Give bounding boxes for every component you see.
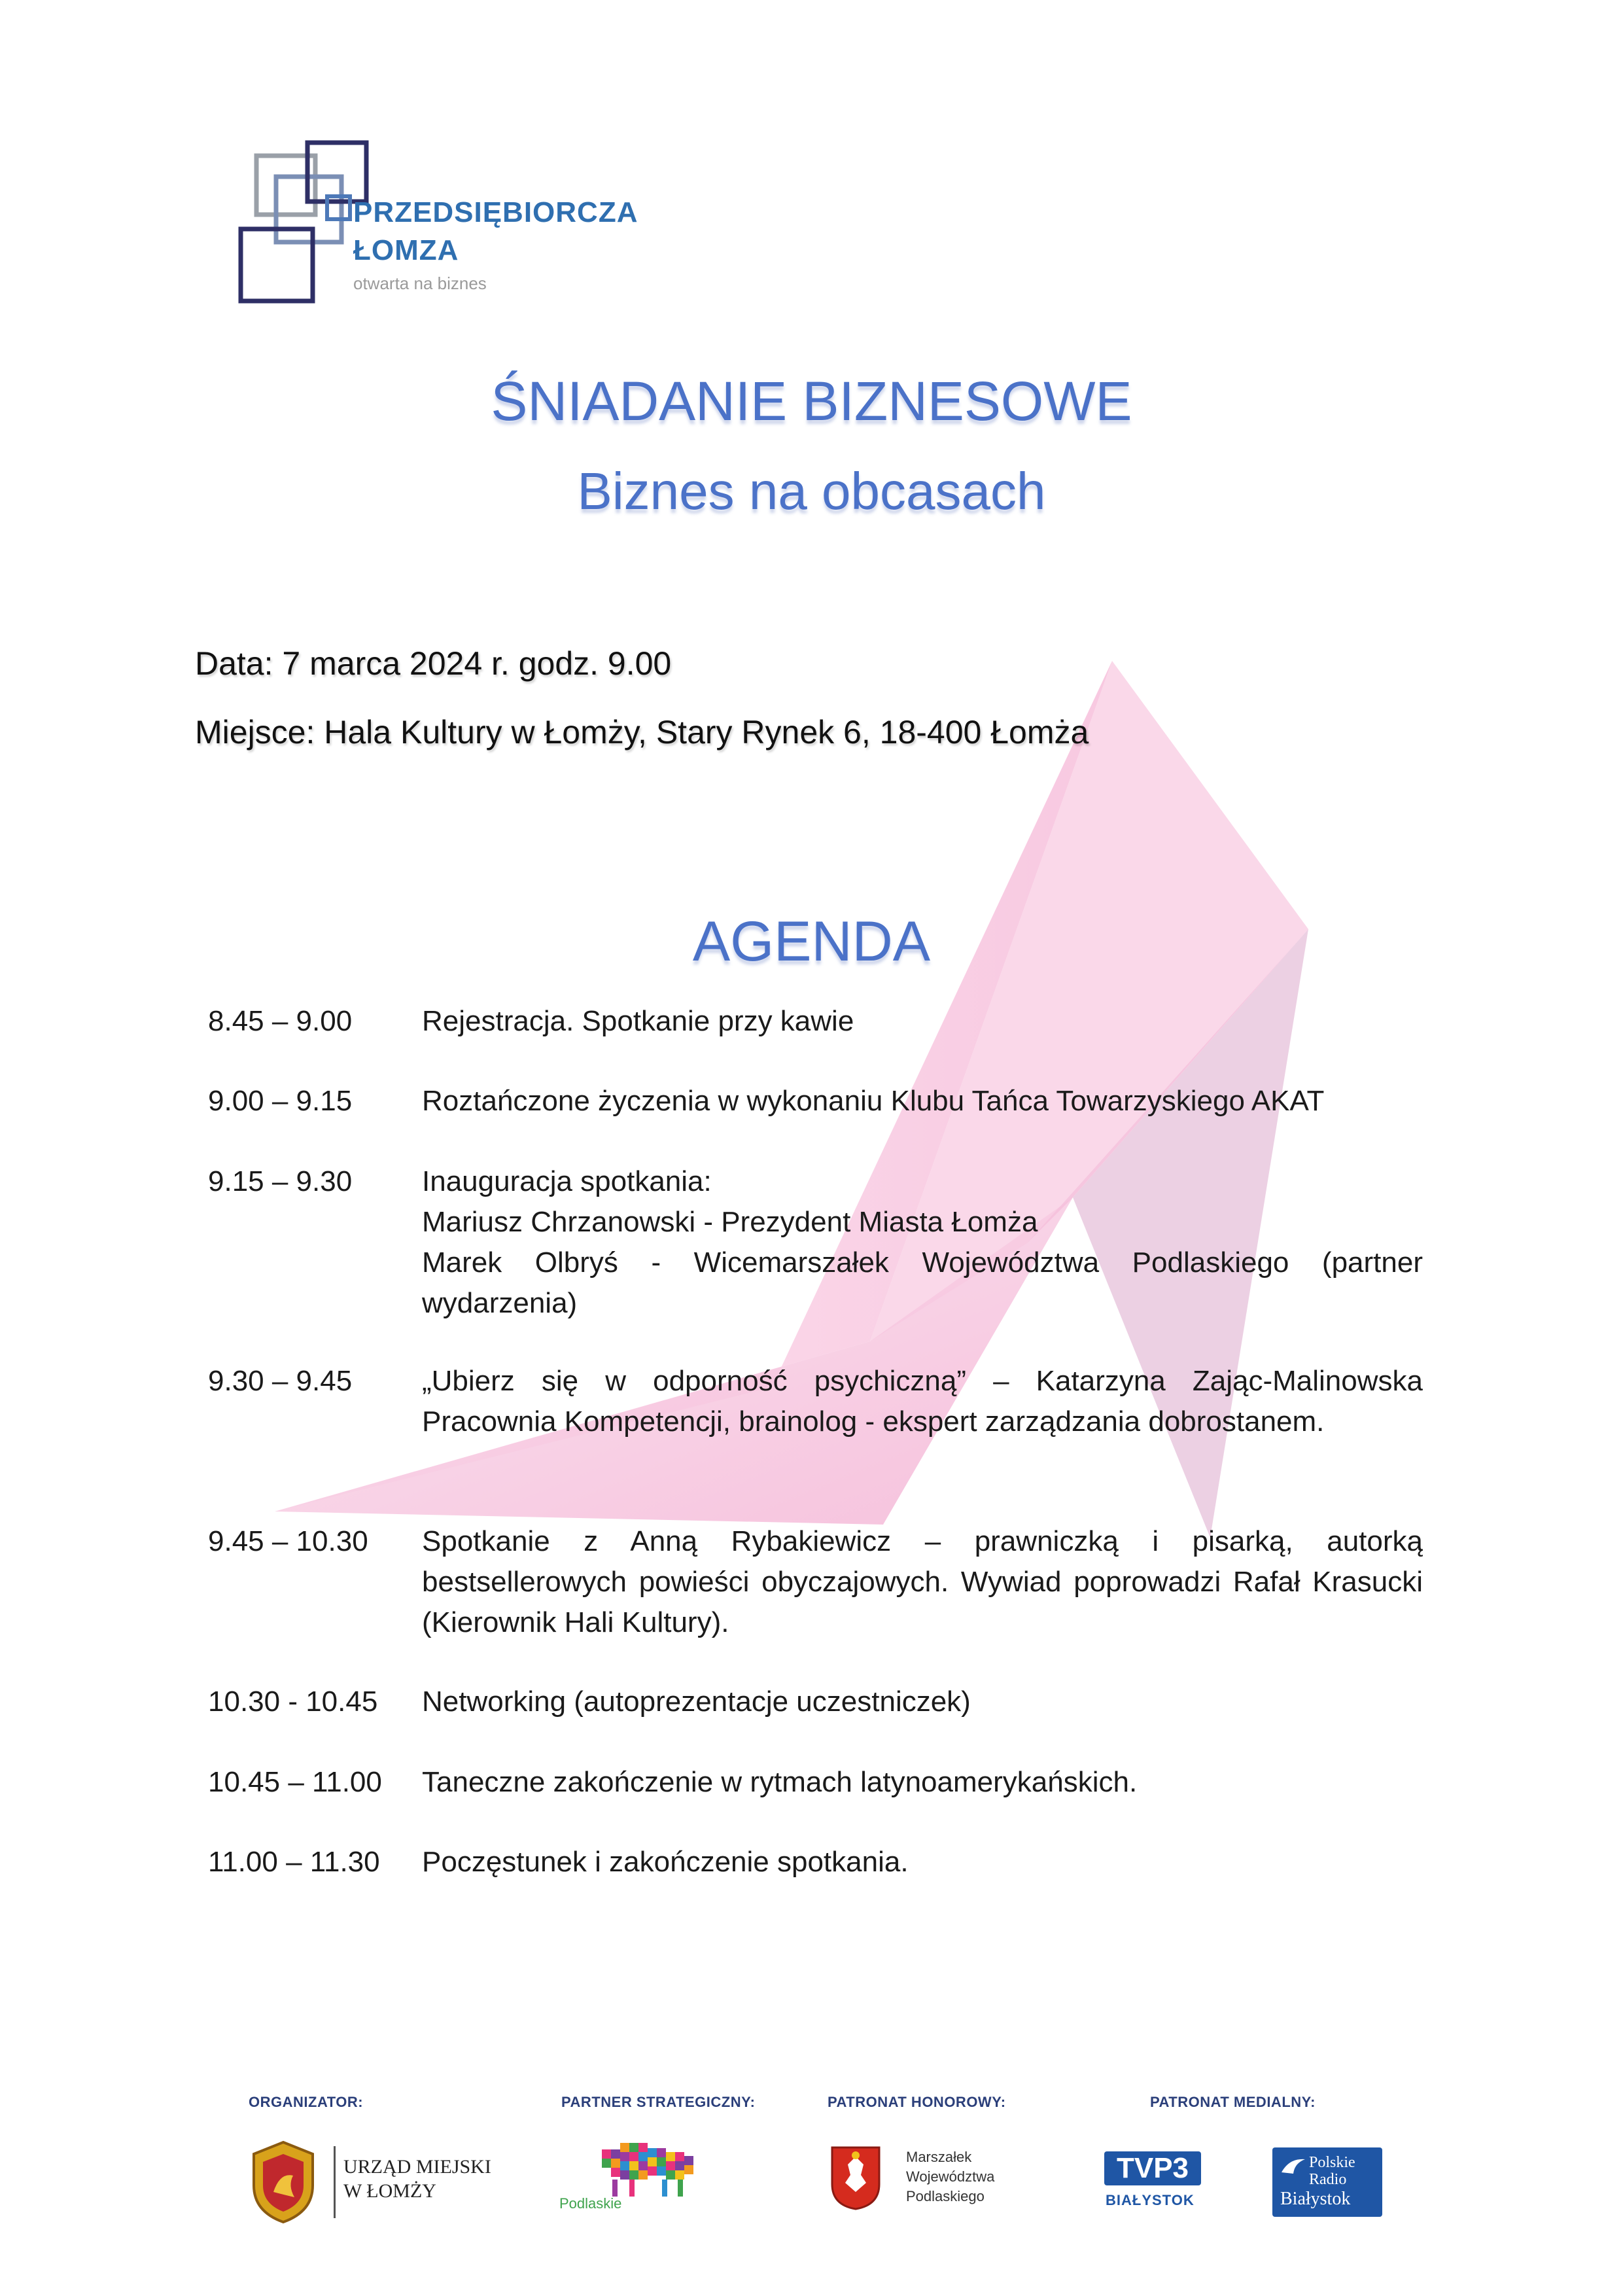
agenda-time: 11.00 – 11.30 <box>208 1846 380 1878</box>
radio-line1: Polskie <box>1309 2154 1355 2171</box>
agenda-line: Poczęstunek i zakończenie spotkania. <box>422 1846 909 1878</box>
agenda-line: Marek Olbryś - Wicemarszałek Województwa Podlaskiego (partner wydarzenia) <box>422 1246 1423 1319</box>
agenda-time: 9.45 – 10.30 <box>208 1525 368 1557</box>
place-label: Miejsce <box>195 714 306 751</box>
radio-line2: Radio <box>1309 2171 1347 2188</box>
agenda-description <box>422 1521 1423 1643</box>
honorary-line2: Województwa <box>906 2168 995 2185</box>
organizer-label: ORGANIZATOR: <box>249 2094 364 2110</box>
agenda-time: 8.45 – 9.00 <box>208 1005 353 1037</box>
agenda-description <box>422 1361 1423 1442</box>
agenda-time: 10.30 - 10.45 <box>208 1686 378 1718</box>
date-label: Data <box>195 645 264 682</box>
agenda-description <box>422 1682 1423 1722</box>
honorary-line3: Podlaskiego <box>906 2188 985 2204</box>
agenda-time: 9.15 – 9.30 <box>208 1165 353 1197</box>
agenda-line: Rejestracja. Spotkanie przy kawie <box>422 1005 854 1037</box>
page-subtitle: Biznes na obcasach <box>577 462 1046 520</box>
agenda-time: 9.30 – 9.45 <box>208 1365 353 1397</box>
organizer-name-line1: URZĄD MIEJSKI <box>343 2156 491 2178</box>
event-place <box>195 713 1089 751</box>
partner-name: Podlaskie <box>559 2195 622 2212</box>
agenda-time: 9.00 – 9.15 <box>208 1085 353 1117</box>
agenda-line: Roztańczone życzenia w wykonaniu Klubu Tańca Towarzyskiego AKAT <box>422 1085 1325 1117</box>
agenda-line: Networking (autoprezentacje uczestniczek) <box>422 1686 971 1718</box>
polskie-radio-logo <box>1272 2147 1382 2217</box>
agenda-line: Mariusz Chrzanowski - Prezydent Miasta Łomża <box>422 1206 1038 1238</box>
radio-line3: Białystok <box>1280 2189 1351 2209</box>
event-date <box>195 645 671 682</box>
agenda-description <box>422 1161 1423 1324</box>
logo-text-line1: PRZEDSIĘBIORCZA <box>353 196 638 228</box>
agenda-time: 10.45 – 11.00 <box>208 1766 382 1798</box>
agenda-line: Inauguracja spotkania: <box>422 1165 712 1197</box>
organizer-name-line2: W ŁOMŻY <box>343 2180 436 2202</box>
agenda-description <box>422 1842 1423 1882</box>
tvp3-city: BIAŁYSTOK <box>1106 2192 1195 2208</box>
agenda-line: Spotkanie z Anną Rybakiewicz – prawniczką i pisarką, autorką bestsellerowych powieści obyczajowych. Wywiad poprowadzi Rafał Krasucki (Kierownik Hali Kultury). <box>422 1525 1423 1638</box>
place-value: : Hala Kultury w Łomży, Stary Rynek 6, 18-400 Łomża <box>305 714 1089 751</box>
media-label: PATRONAT MEDIALNY: <box>1150 2094 1316 2110</box>
logo-tagline: otwarta na biznes <box>353 274 487 293</box>
podlaskie-coat-of-arms-icon <box>829 2145 882 2210</box>
agenda-description <box>422 1762 1423 1803</box>
logo-text-line2: ŁOMZA <box>353 234 459 266</box>
honorary-label: PATRONAT HONOROWY: <box>828 2094 1006 2110</box>
agenda-line: Taneczne zakończenie w rytmach latynoamerykańskich. <box>422 1766 1138 1798</box>
page-title: ŚNIADANIE BIZNESOWE <box>491 370 1132 432</box>
agenda-description <box>422 1001 1423 1042</box>
agenda-heading: AGENDA <box>692 910 931 973</box>
date-value: : 7 marca 2024 r. godz. 9.00 <box>264 645 672 682</box>
honorary-line1: Marszałek <box>906 2149 972 2165</box>
lomza-crest-icon <box>247 2140 319 2225</box>
partner-label: PARTNER STRATEGICZNY: <box>561 2094 756 2110</box>
radio-bird-icon <box>1280 2157 1306 2176</box>
agenda-description <box>422 1081 1423 1122</box>
agenda-line: „Ubierz się w odporność psychiczną” – Katarzyna Zając-Malinowska Pracownia Kompetencji, brainolog - ekspert zarządzania dobrostanem. <box>422 1365 1423 1438</box>
organizer-divider <box>334 2146 336 2218</box>
tvp3-logo: TVP3 <box>1104 2151 1201 2185</box>
